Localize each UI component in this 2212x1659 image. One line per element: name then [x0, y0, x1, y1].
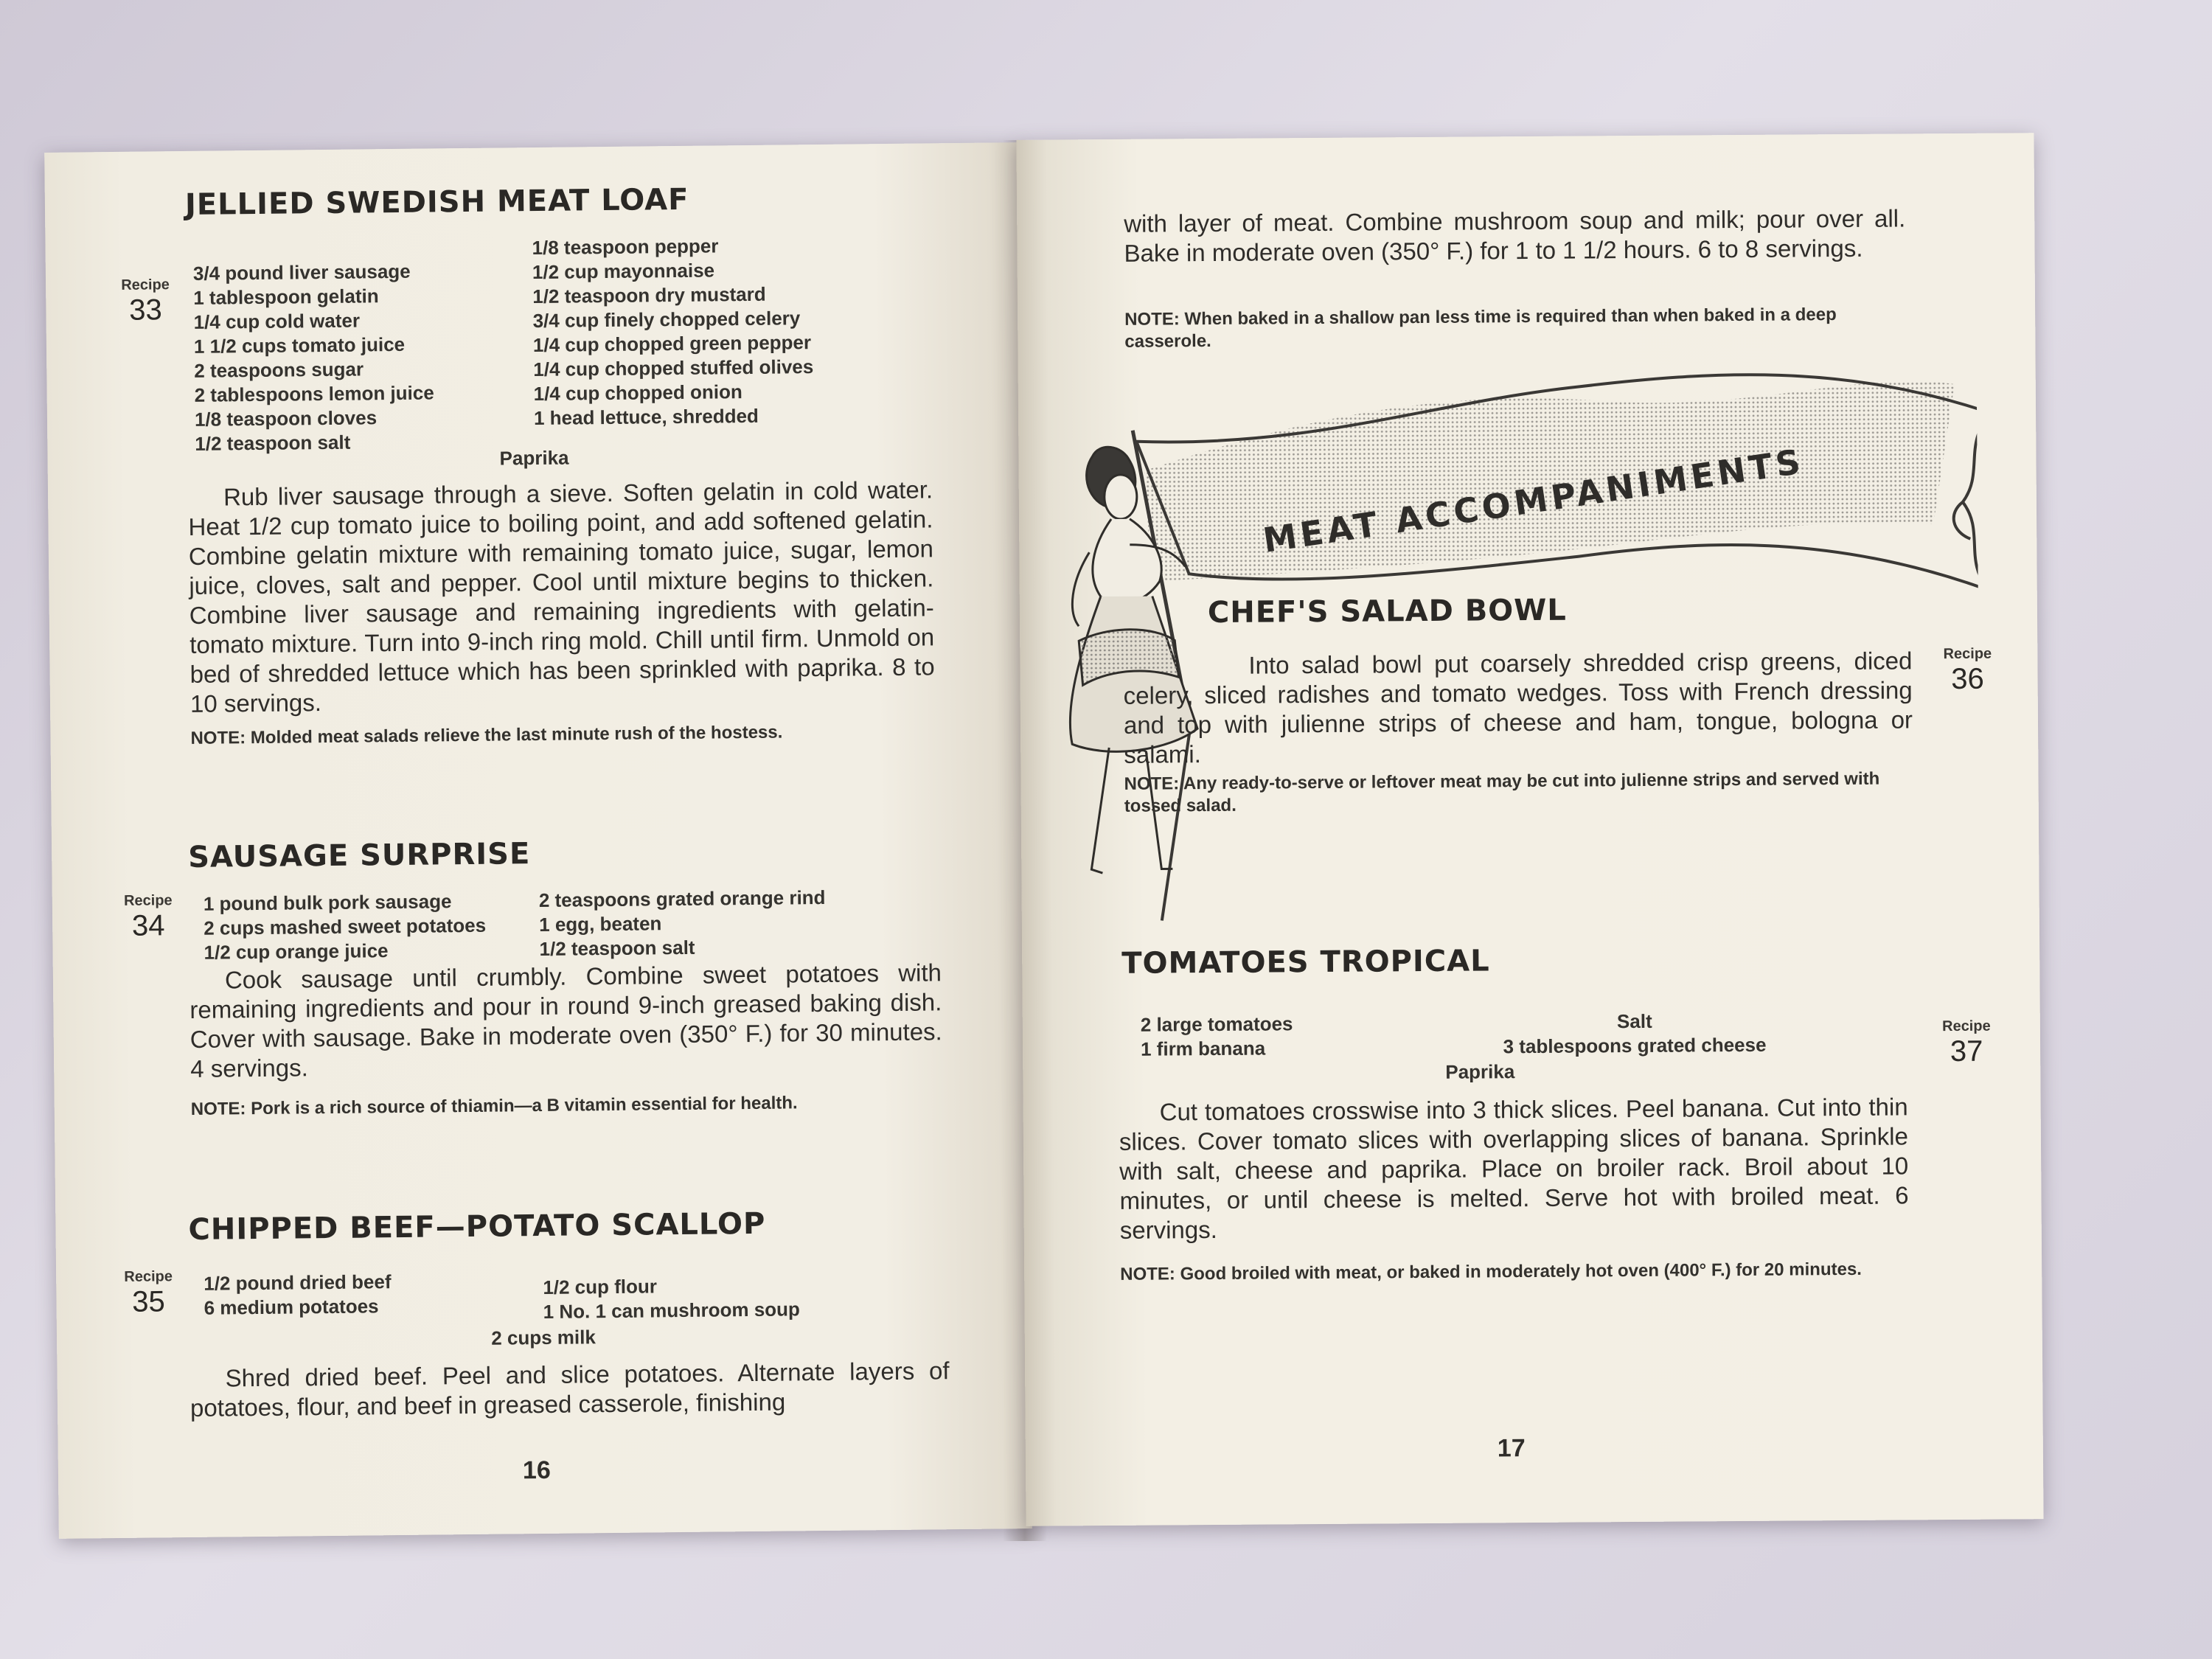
ingredient: 1/2 teaspoon salt: [539, 936, 695, 960]
recipe-37-ingredient-center: Paprika: [1445, 1060, 1515, 1083]
recipe-33-ingredient-center: Paprika: [499, 446, 569, 470]
recipe-35-ingredients-right: [543, 1272, 927, 1324]
recipe-33-ingredients-right: [532, 232, 976, 431]
right-page: [1016, 133, 2043, 1526]
ingredient: 1/2 cup orange juice: [204, 939, 389, 964]
recipe-35-method-continued: with layer of meat. Combine mushroom soup and milk; pour over all. Bake in moderate oven (350° F.) for 1 to 1 1/2 hours. 6 to 8 servings.: [1124, 204, 1906, 267]
recipe-36-tag: [1934, 646, 2000, 697]
recipe-33-ingredients-left: [193, 258, 520, 456]
recipe-number: 36: [1951, 662, 1984, 696]
recipe-34-title: SAUSAGE SURPRISE: [187, 837, 531, 874]
ingredient: 1/2 cup flour: [543, 1275, 658, 1298]
ingredient: 1/4 cup chopped stuffed olives: [533, 355, 814, 381]
recipe-33-title: JELLIED SWEDISH MEAT LOAF: [184, 182, 689, 222]
ingredient: 1 egg, beaten: [539, 912, 662, 936]
recipe-34-tag: [119, 892, 178, 943]
recipe-34-method: Cook sausage until crumbly. Combine sweet potatoes with remaining ingredients and pour in round 9-inch greased baking dish. Cover with sausage. Bake in moderate oven (350° F.) for 30 minutes. 4 servings.: [189, 959, 942, 1082]
ingredient: 3/4 pound liver sausage: [192, 260, 411, 285]
recipe-37-title: TOMATOES TROPICAL: [1121, 944, 1490, 981]
ingredient: 1/2 teaspoon salt: [195, 431, 351, 455]
recipe-34-ingredients-left: [204, 888, 536, 965]
ingredient: 1 head lettuce, shredded: [533, 404, 759, 430]
recipe-35-tag: [119, 1268, 178, 1319]
recipe-36-title: CHEF'S SALAD BOWL: [1207, 593, 1567, 630]
ingredient: 2 teaspoons grated orange rind: [538, 886, 826, 911]
ingredient: 3 tablespoons grated cheese: [1503, 1033, 1767, 1058]
recipe-label: Recipe: [1942, 1018, 1991, 1035]
recipe-label: Recipe: [124, 1268, 173, 1285]
recipe-37-ingredients-left: [1141, 1011, 1406, 1062]
recipe-37-method: Cut tomatoes crosswise into 3 thick slices. Peel banana. Cut into thin slices. Cover tomato slices with overlapping slices of banana. Sprinkle with salt, cheese and paprika. Place on broiler rack. Broil about 10 minutes, or until cheese is melted. Serve hot with broiled meat. 6 servings.: [1119, 1093, 1909, 1244]
recipe-37-note: NOTE: Good broiled with meat, or baked in moderately hot oven (400° F.) for 20 minutes.: [1120, 1259, 1863, 1284]
left-page: [44, 142, 1032, 1539]
ingredient: 1/2 teaspoon dry mustard: [532, 282, 766, 308]
ingredient: 1/8 teaspoon cloves: [194, 406, 378, 431]
recipe-number: 35: [132, 1285, 166, 1318]
recipe-35-note: NOTE: When baked in a shallow pan less time is required than when baked in a deep casserole.: [1124, 305, 1837, 352]
recipe-36-method: Into salad bowl put coarsely shredded crisp greens, diced celery, sliced radishes and tomato wedges. Toss with French dressing and top with julienne strips of cheese and ham, tongue, bologna or salami.: [1123, 647, 1913, 768]
ingredient: 3/4 cup finely chopped celery: [532, 307, 801, 333]
ingredient: 1 No. 1 can mushroom soup: [543, 1298, 801, 1323]
recipe-36-note: NOTE: Any ready-to-serve or leftover meat may be cut into julienne strips and served with tossed salad.: [1124, 768, 1880, 816]
recipe-label: Recipe: [123, 892, 173, 909]
ingredient: 1 tablespoon gelatin: [193, 285, 379, 309]
recipe-35-ingredient-center: 2 cups milk: [491, 1326, 597, 1349]
banner-text: MEAT ACCOMPANIMENTS: [1260, 441, 1806, 560]
recipe-37-ingredients-right: [1450, 1008, 1819, 1059]
page-number: 17: [1497, 1434, 1526, 1463]
ingredient: 6 medium potatoes: [204, 1295, 379, 1319]
ingredient: 1/4 cup cold water: [193, 309, 361, 333]
recipe-label: Recipe: [1943, 645, 1992, 663]
ingredient: 2 tablespoons lemon juice: [194, 381, 434, 406]
page-number: 16: [522, 1455, 551, 1485]
recipe-35-method: Shred dried beef. Peel and slice potatoes. Alternate layers of potatoes, flour, and beef in greased casserole, finishing: [189, 1357, 950, 1422]
meat-accompaniments-banner: [1048, 355, 1980, 936]
ingredient: 1/4 cup chopped green pepper: [532, 331, 812, 357]
ingredient: Salt: [1616, 1009, 1652, 1033]
ingredient: 2 cups mashed sweet potatoes: [204, 914, 487, 939]
ingredient: 1/2 cup mayonnaise: [532, 259, 715, 284]
ingredient: 1/4 cup chopped onion: [533, 380, 742, 406]
recipe-33-tag: [116, 276, 175, 327]
ingredient: 1/2 pound dried beef: [204, 1270, 392, 1295]
recipe-number: 34: [131, 909, 165, 942]
ingredient: 1/8 teaspoon pepper: [532, 234, 719, 260]
recipe-34-ingredients-right: [539, 884, 953, 961]
ingredient: 1 firm banana: [1140, 1037, 1266, 1060]
recipe-number: 37: [1950, 1034, 1983, 1068]
recipe-33-method: Rub liver sausage through a sieve. Soften gelatin in cold water. Heat 1/2 cup tomato juice to boiling point, and add softened gelatin. Combine gelatin mixture with remaining tomato juice, sugar, lemon juice, cloves, salt and pepper. Cool until mixture begins to thicken. Combine liver sausage and remaining ingredients with gelatin-tomato mixture. Turn into 9-inch ring mold. Chill until firm. Unmold on bed of shredded lettuce which has been sprinkled with paprika. 8 to 10 servings.: [188, 476, 935, 717]
ingredient: 1 1/2 cups tomato juice: [193, 333, 406, 358]
recipe-35-ingredients-left: [204, 1269, 484, 1321]
recipe-37-tag: [1933, 1018, 2000, 1069]
ingredient: 2 teaspoons sugar: [194, 358, 364, 382]
recipe-34-note: NOTE: Pork is a rich source of thiamin—a B vitamin essential for health.: [190, 1093, 798, 1119]
ingredient: 2 large tomatoes: [1140, 1012, 1293, 1036]
recipe-33-note: NOTE: Molded meat salads relieve the last minute rush of the hostess.: [190, 722, 783, 748]
ingredient: 1 pound bulk pork sausage: [203, 890, 452, 915]
recipe-label: Recipe: [121, 276, 170, 293]
recipe-number: 33: [128, 293, 162, 327]
recipe-35-title: CHIPPED BEEF—POTATO SCALLOP: [188, 1206, 766, 1247]
